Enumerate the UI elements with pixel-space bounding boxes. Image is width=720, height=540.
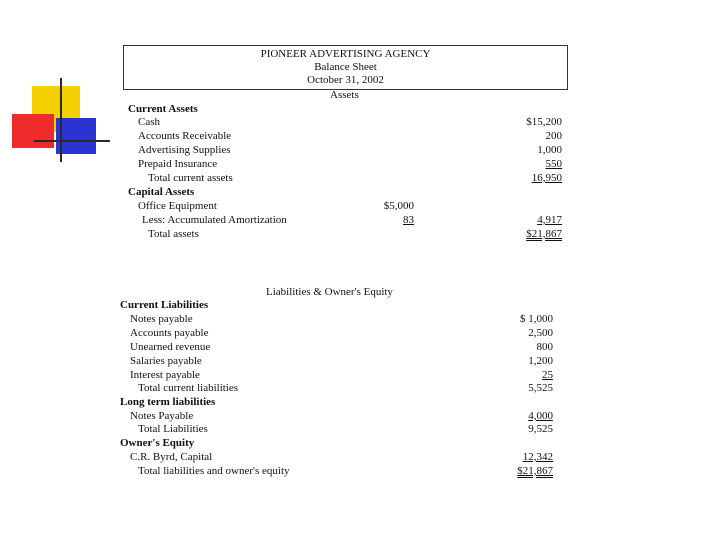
long-term-liabilities-heading: Long term liabilities	[120, 396, 216, 408]
owner-capital-amount: 12,342	[522, 451, 553, 463]
total-liabilities-label: Total Liabilities	[138, 423, 208, 435]
net-capital-assets-amount: 4,917	[537, 214, 562, 226]
total-liabilities-equity-amount: $21,867	[517, 465, 553, 477]
horizontal-line	[34, 140, 110, 142]
total-liabilities-equity-label: Total liabilities and owner's equity	[138, 465, 290, 477]
accounts-payable-amount: 2,500	[528, 327, 553, 339]
company-name: PIONEER ADVERTISING AGENCY	[260, 48, 431, 60]
accounts-receivable-label: Accounts Receivable	[138, 130, 232, 142]
assets-heading: Assets	[330, 89, 359, 101]
unearned-revenue-amount: 800	[536, 341, 553, 353]
advertising-supplies-label: Advertising Supplies	[138, 144, 231, 156]
owners-equity-heading: Owner's Equity	[120, 437, 195, 449]
vertical-line	[60, 78, 62, 162]
statement-date: October 31, 2002	[307, 74, 384, 86]
red-square	[12, 114, 54, 148]
notes-payable-amount: $ 1,000	[520, 313, 553, 325]
blue-square	[56, 118, 96, 154]
total-current-assets-amount: 16,950	[531, 172, 562, 184]
prepaid-insurance-label: Prepaid Insurance	[138, 158, 218, 170]
salaries-payable-amount: 1,200	[528, 355, 553, 367]
liabilities-equity-heading: Liabilities & Owner's Equity	[266, 286, 393, 298]
cash-label: Cash	[138, 116, 160, 128]
current-liabilities-heading: Current Liabilities	[120, 299, 209, 311]
prepaid-insurance-amount: 550	[545, 158, 562, 170]
owner-capital-label: C.R. Byrd, Capital	[130, 451, 213, 463]
accumulated-amortization-label: Less: Accumulated Amortization	[142, 214, 287, 226]
office-equipment-amount: $5,000	[383, 200, 414, 212]
current-assets-heading: Current Assets	[128, 103, 198, 115]
accounts-payable-label: Accounts payable	[130, 327, 209, 339]
interest-payable-amount: 25	[542, 369, 553, 381]
statement-title: Balance Sheet	[314, 61, 377, 73]
notes-payable-label: Notes payable	[130, 313, 193, 325]
salaries-payable-label: Salaries payable	[130, 355, 202, 367]
accumulated-amortization-amount: 83	[403, 214, 414, 226]
accounts-receivable-amount: 200	[545, 130, 562, 142]
capital-assets-heading: Capital Assets	[128, 186, 195, 198]
advertising-supplies-amount: 1,000	[537, 144, 562, 156]
total-current-liabilities-label: Total current liabilities	[138, 382, 239, 394]
interest-payable-label: Interest payable	[130, 369, 200, 381]
notes-payable-long-term-label: Notes Payable	[130, 410, 194, 422]
total-liabilities-amount: 9,525	[528, 423, 553, 435]
cash-amount: $15,200	[526, 116, 562, 128]
notes-payable-long-term-amount: 4,000	[528, 410, 553, 422]
total-current-assets-label: Total current assets	[148, 172, 233, 184]
total-current-liabilities-amount: 5,525	[528, 382, 553, 394]
office-equipment-label: Office Equipment	[138, 200, 217, 212]
total-assets-amount: $21,867	[526, 228, 562, 240]
total-assets-label: Total assets	[148, 228, 199, 240]
statement-header	[123, 45, 568, 90]
unearned-revenue-label: Unearned revenue	[130, 341, 211, 353]
